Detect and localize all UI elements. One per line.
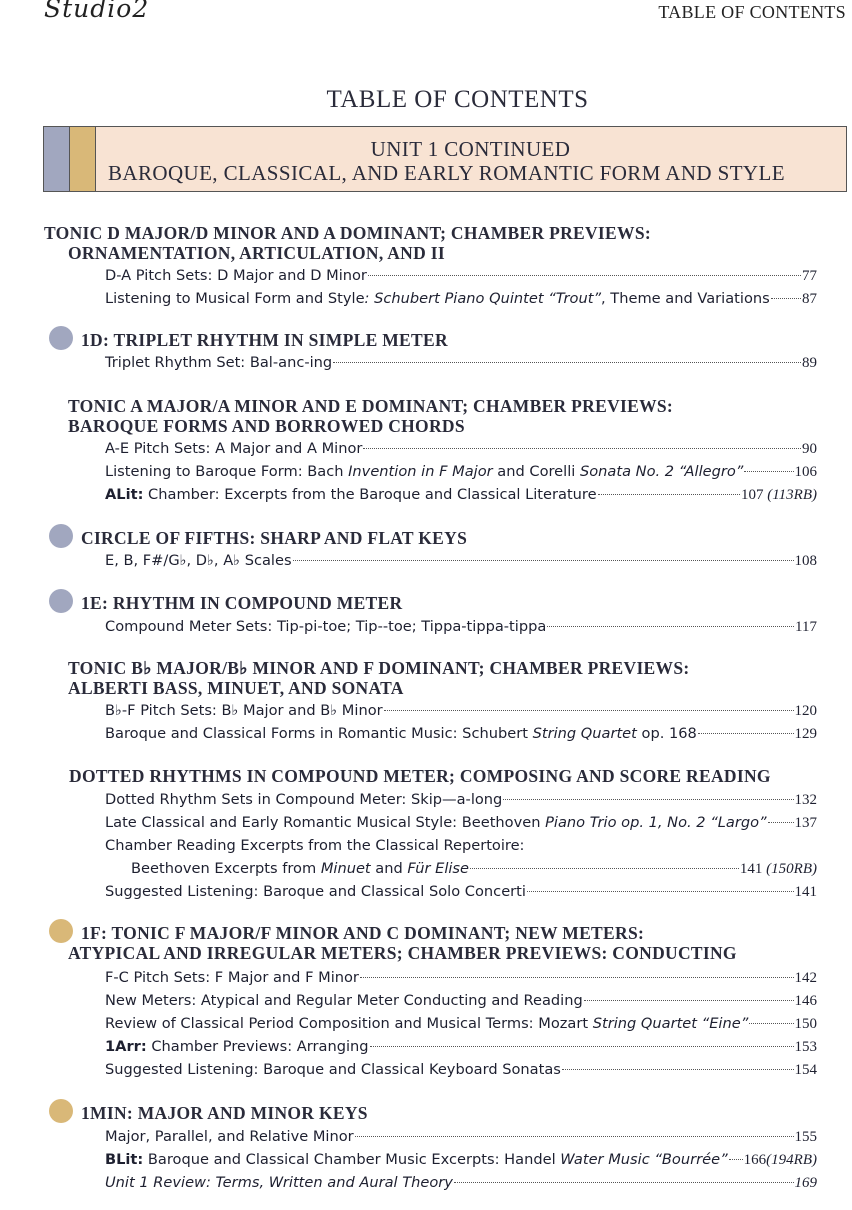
page-number: 77: [802, 268, 817, 284]
page-number: 141: [794, 884, 817, 900]
dot-leader: [293, 560, 794, 561]
blue-dot-icon: [49, 326, 73, 350]
entry-title: Suggested Listening: Baroque and Classical Solo Concerti: [105, 883, 526, 900]
toc-entry[interactable]: [105, 1059, 817, 1081]
page-extra: (150RB): [766, 861, 817, 877]
entry-title: Listening to Baroque Form: Bach: [105, 463, 349, 480]
dot-leader: [360, 977, 794, 978]
entry-title: A-E Pitch Sets: A Major and A Minor: [105, 440, 363, 457]
work-title: String Quartet “Eine”: [592, 1015, 749, 1032]
page-number: 150: [794, 1016, 817, 1032]
page-number: 142: [794, 970, 817, 986]
page-number: 106: [794, 464, 817, 480]
work-title: Minuet: [320, 860, 371, 877]
dot-leader: [768, 822, 794, 823]
toc-entry[interactable]: [105, 1036, 817, 1058]
blue-dot-icon: [49, 524, 73, 548]
toc-entry[interactable]: [105, 835, 524, 857]
entry-title: Listening to Musical Form and Style: [105, 290, 365, 307]
entry-title: Compound Meter Sets: Tip-pi-toe; Tip--toe; Tippa-tippa-tippa: [105, 618, 547, 635]
toc-entry[interactable]: [105, 550, 817, 572]
toc-entry[interactable]: [105, 1126, 817, 1148]
toc-entry[interactable]: [105, 789, 817, 811]
toc-entry[interactable]: [105, 1149, 817, 1171]
entry-title: B♭-F Pitch Sets: B♭ Major and B♭ Minor: [105, 702, 383, 719]
page-extra: (113RB): [767, 487, 817, 503]
page-number: 155: [794, 1129, 817, 1145]
page-number: 153: [794, 1039, 817, 1055]
work-title: Water Music “Bourrée”: [560, 1151, 728, 1168]
work-title: Piano Quintet “Trout”: [444, 290, 602, 307]
dot-leader: [547, 626, 794, 627]
brand-logo: Studio2: [44, 0, 150, 23]
gold-dot-icon: [49, 1099, 73, 1123]
work-title-2: Sonata No. 2 “Allegro”: [579, 463, 744, 480]
dot-leader: [470, 868, 739, 869]
dot-leader: [355, 1136, 794, 1137]
dot-leader: [368, 275, 801, 276]
entry-title: Chamber Reading Excerpts from the Classical Repertoire:: [105, 837, 525, 854]
section-heading: CIRCLE OF FIFTHS: SHARP AND FLAT KEYS: [81, 528, 468, 548]
banner-unit-label: UNIT 1 CONTINUED: [370, 137, 571, 161]
section-heading-cont: ALBERTI BASS, MINUET, AND SONATA: [68, 678, 404, 698]
dot-leader: [527, 891, 794, 892]
entry-title: Major, Parallel, and Relative Minor: [105, 1128, 354, 1145]
toc-entry[interactable]: [105, 484, 817, 506]
toc-entry[interactable]: [105, 723, 817, 745]
page-number: 108: [794, 553, 817, 569]
entry-title: Unit 1 Review: Terms, Written and Aural Theory: [105, 1174, 453, 1191]
dot-leader: [384, 710, 794, 711]
dot-leader: [363, 448, 801, 449]
section-heading: TONIC A MAJOR/A MINOR AND E DOMINANT; CHAMBER PREVIEWS:: [68, 396, 674, 416]
entry-title-mid: : Schubert: [364, 290, 445, 307]
entry-title: Dotted Rhythm Sets in Compound Meter: Skip—a-long: [105, 791, 503, 808]
entry-title-mid: and Corelli: [492, 463, 580, 480]
toc-entry[interactable]: [105, 700, 817, 722]
work-title: Invention in F Major: [348, 463, 493, 480]
dot-leader: [562, 1069, 794, 1070]
toc-entry[interactable]: [105, 990, 817, 1012]
toc-entry[interactable]: [105, 288, 817, 310]
dot-leader: [584, 1000, 794, 1001]
entry-title: Baroque and Classical Chamber Music Excerpts: Handel: [143, 1151, 561, 1168]
section-heading: 1D: TRIPLET RHYTHM IN SIMPLE METER: [81, 330, 448, 350]
gold-dot-icon: [49, 919, 73, 943]
toc-entry[interactable]: [105, 265, 817, 287]
unit-banner: [43, 126, 847, 192]
section-heading: 1E: RHYTHM IN COMPOUND METER: [81, 593, 403, 613]
entry-title: Baroque and Classical Forms in Romantic Music: Schubert: [105, 725, 533, 742]
section-heading: TONIC D MAJOR/D MINOR AND A DOMINANT; CHAMBER PREVIEWS:: [44, 223, 651, 243]
page-number: 90: [802, 441, 817, 457]
toc-entry[interactable]: [105, 461, 817, 483]
section-heading: TONIC B♭ MAJOR/B♭ MINOR AND F DOMINANT; CHAMBER PREVIEWS:: [68, 658, 690, 678]
running-header: TABLE OF CONTENTS: [658, 2, 846, 22]
section-heading-cont: ATYPICAL AND IRREGULAR METERS; CHAMBER PREVIEWS: CONDUCTING: [68, 943, 737, 963]
toc-entry[interactable]: [105, 967, 817, 989]
toc-entry[interactable]: [105, 881, 817, 903]
page-extra: (194RB): [766, 1152, 817, 1168]
page-number: 137: [794, 815, 817, 831]
entry-code: ALit:: [105, 486, 144, 503]
section-heading: 1MIN: MAJOR AND MINOR KEYS: [81, 1103, 368, 1123]
banner-gold-stripe: [70, 127, 96, 191]
page-number: 132: [794, 792, 817, 808]
work-title: String Quartet: [532, 725, 637, 742]
banner-blue-stripe: [44, 127, 70, 191]
toc-entry[interactable]: [105, 1013, 817, 1035]
dot-leader: [454, 1182, 794, 1183]
entry-title: Chamber Previews: Arranging: [146, 1038, 369, 1055]
entry-title: Suggested Listening: Baroque and Classical Keyboard Sonatas: [105, 1061, 561, 1078]
page-title: TABLE OF CONTENTS: [326, 86, 589, 113]
dot-leader: [729, 1159, 743, 1160]
page-number: 146: [794, 993, 817, 1009]
entry-code: 1Arr:: [105, 1038, 147, 1055]
page-number: 89: [802, 355, 817, 371]
entry-title-post: , Theme and Variations: [601, 290, 770, 307]
dot-leader: [749, 1023, 793, 1024]
entry-title: Review of Classical Period Composition and Musical Terms: Mozart: [105, 1015, 593, 1032]
page-number: 154: [794, 1062, 817, 1078]
dot-leader: [370, 1046, 794, 1047]
work-title-2: Für Elise: [407, 860, 470, 877]
toc-entry[interactable]: [105, 438, 817, 460]
page-number: 120: [794, 703, 817, 719]
entry-title: Beethoven Excerpts from: [131, 860, 321, 877]
entry-code: BLit:: [105, 1151, 144, 1168]
page-number: 141: [739, 861, 763, 877]
section-heading-cont: BAROQUE FORMS AND BORROWED CHORDS: [68, 416, 465, 436]
toc-entry[interactable]: [105, 616, 817, 638]
toc-entry[interactable]: [131, 858, 817, 880]
dot-leader: [598, 494, 740, 495]
entry-title: Chamber: Excerpts from the Baroque and Classical Literature: [143, 486, 597, 503]
page-number: 166: [743, 1152, 767, 1168]
toc-entry[interactable]: [105, 1172, 817, 1194]
entry-title-post: op. 168: [636, 725, 697, 742]
dot-leader: [503, 799, 793, 800]
banner-unit-title: BAROQUE, CLASSICAL, AND EARLY ROMANTIC FORM AND STYLE: [108, 161, 785, 185]
entry-title: Triplet Rhythm Set: Bal-anc-ing: [105, 354, 333, 371]
entry-title: D-A Pitch Sets: D Major and D Minor: [105, 267, 367, 284]
entry-title-mid: and: [370, 860, 408, 877]
section-heading: 1F: TONIC F MAJOR/F MINOR AND C DOMINANT; NEW METERS:: [81, 923, 645, 943]
entry-title: E, B, F#/G♭, D♭, A♭ Scales: [105, 552, 292, 569]
entry-title: F-C Pitch Sets: F Major and F Minor: [105, 969, 359, 986]
page-number: 117: [795, 619, 817, 635]
dot-leader: [333, 362, 801, 363]
work-title: Piano Trio op. 1, No. 2 “Largo”: [545, 814, 767, 831]
section-heading-cont: ORNAMENTATION, ARTICULATION, AND II: [68, 243, 445, 263]
dot-leader: [771, 298, 801, 299]
page-number: 129: [794, 726, 817, 742]
section-heading: DOTTED RHYTHMS IN COMPOUND METER; COMPOSING AND SCORE READING: [69, 766, 771, 786]
dot-leader: [698, 733, 794, 734]
toc-entry[interactable]: [105, 352, 817, 374]
page-number: 107: [741, 487, 764, 503]
page-number: 169: [794, 1175, 817, 1191]
page-number: 87: [802, 291, 817, 307]
blue-dot-icon: [49, 589, 73, 613]
toc-entry[interactable]: [105, 812, 817, 834]
dot-leader: [744, 471, 793, 472]
entry-title: New Meters: Atypical and Regular Meter Conducting and Reading: [105, 992, 583, 1009]
entry-title: Late Classical and Early Romantic Musical Style: Beethoven: [105, 814, 546, 831]
